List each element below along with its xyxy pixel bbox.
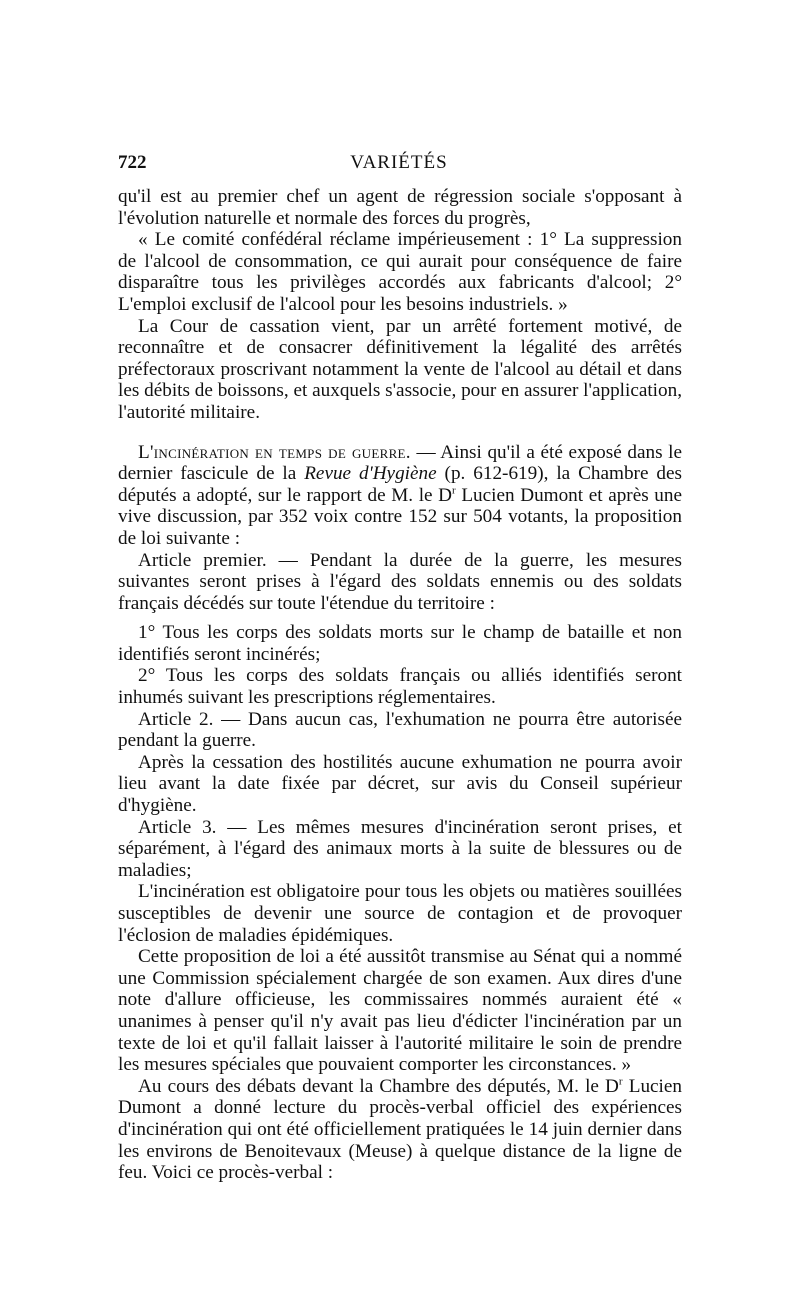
paragraph: L'incinération est obligatoire pour tous les objets ou matières souillées susceptibles de devenir une source de contagion et de provoquer l'éclosion de maladies épidémiques. <box>118 881 682 946</box>
paragraph: 2° Tous les corps des soldats français ou alliés identifiés seront inhumés suivant les prescriptions réglementaires. <box>118 665 682 709</box>
paragraph: Article premier. — Pendant la durée de la guerre, les mesures suivantes seront prises à l'égard des soldats ennemis ou des soldats français décédés sur toute l'étendue du territoire : <box>118 549 682 614</box>
superscript: r <box>618 1075 623 1088</box>
paragraph: qu'il est au premier chef un agent de régression sociale s'opposant à l'évolution naturelle et normale des forces du progrès, <box>118 186 682 229</box>
paragraph: 1° Tous les corps des soldats morts sur le champ de bataille et non identifiés seront incinérés; <box>118 622 682 665</box>
paragraph: Cette proposition de loi a été aussitôt transmise au Sénat qui a nommé une Commission spécialement chargée de son examen. Aux dires d'une note d'allure officieuse, les commissaires nommés auraient été « unanimes à penser qu'il n'y avait pas lieu d'édicter l'incinération par un texte de loi et qu'il fallait laisser à l'autorité militaire le soin de prendre les mesures spéciales que pouvaient comporter les circonstances. » <box>118 946 682 1076</box>
paragraph: « Le comité confédéral réclame impérieusement : 1° La suppression de l'alcool de consommation, ce qui aurait pour conséquence de faire disparaître tous les privilèges accordés aux fabricants d'alcool; 2° L'emploi exclusif de l'alcool pour les besoins industriels. » <box>118 229 682 315</box>
paragraph: Après la cessation des hostilités aucune exhumation ne pourra avoir lieu avant la date fixée par décret, sur avis du Conseil supérieur d'hygiène. <box>118 751 682 817</box>
page-number: 722 <box>118 152 147 173</box>
text-run: Lucien Dumont et après une vive discussion, par 352 voix contre 152 sur 504 votants, la proposition de loi suivante : <box>118 484 682 549</box>
section-paragraph <box>118 442 682 550</box>
journal-title: Revue d'Hygiène <box>304 463 437 485</box>
body-text <box>118 186 682 1184</box>
text-run: Au cours des débats devant la Chambre des députés, M. le D <box>138 1075 619 1097</box>
paragraph <box>118 1076 682 1184</box>
page-header <box>118 152 680 176</box>
section-heading: L'incinération en temps de guerre. <box>138 441 411 463</box>
paragraph: La Cour de cassation vient, par un arrêté fortement motivé, de reconnaître et de consacrer définitivement la légalité des arrêtés préfectoraux proscrivant notamment la vente de l'alcool au détail et dans les débits de boissons, et auxquels s'associe, pour en assurer l'application, l'autorité militaire. <box>118 315 682 423</box>
superscript: r <box>452 484 456 497</box>
text-run: — Ainsi qu'il a été exposé dans le dernier fascicule de la <box>118 441 682 485</box>
running-title: VARIÉTÉS <box>350 152 448 173</box>
paragraph: Article 3. — Les mêmes mesures d'incinération seront prises, et séparément, à l'égard des animaux morts à la suite de blessures ou de maladies; <box>118 816 682 881</box>
text-run: (p. 612-619), la Chambre des députés a adopté, sur le rapport de M. le D <box>118 463 682 506</box>
text-run: Lucien Dumont a donné lecture du procès-verbal officiel des expériences d'incinération qui ont été officiellement pratiquées le 14 juin dernier dans les environs de Benoitevaux (Meuse) à quelque distance de la ligne de feu. Voici ce procès-verbal : <box>118 1075 682 1184</box>
paragraph: Article 2. — Dans aucun cas, l'exhumation ne pourra être autorisée pendant la guerre. <box>118 708 682 752</box>
